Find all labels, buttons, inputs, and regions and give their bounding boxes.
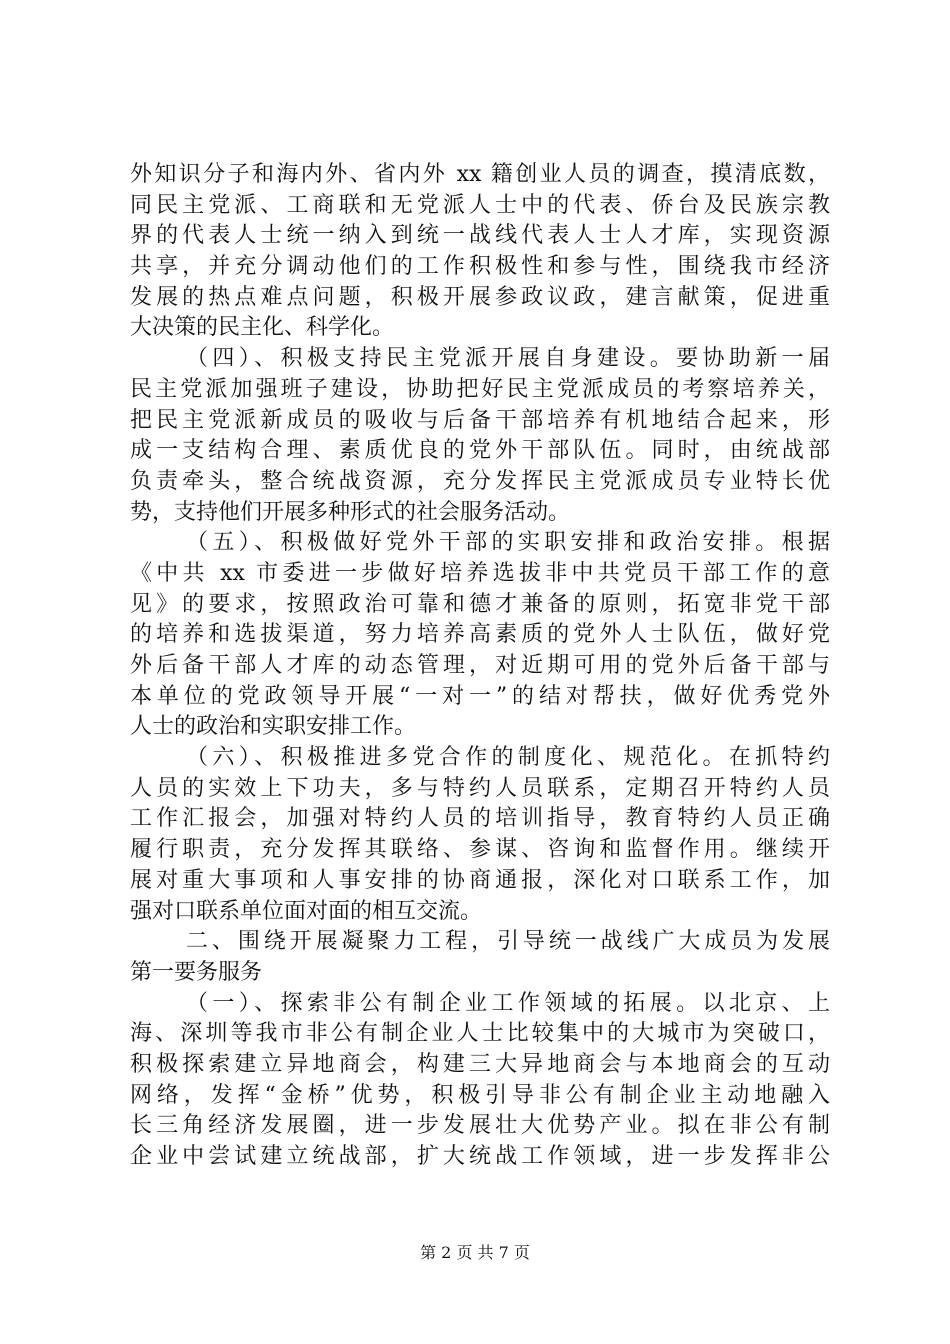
document-line: （四）、积极支持民主党派开展自身建设。要协助新一届 [186,346,830,372]
document-line: 的培养和选拔渠道，努力培养高素质的党外人士队伍，做好党 [130,622,830,648]
document-line: 负责牵头，整合统战资源，充分发挥民主党派成员专业特长优 [130,468,830,494]
document-line: 网络，发挥“金桥”优势，积极引导非公有制企业主动地融入 [130,1082,830,1108]
document-line: 外后备干部人才库的动态管理，对近期可用的党外后备干部与 [130,653,830,678]
page-number-footer: 第 2 页 共 7 页 [420,1243,530,1262]
document-line: 强对口联系单位面对面的相互交流。 [130,898,483,924]
document-line: （六）、积极推进多党合作的制度化、规范化。在抓特约 [186,745,830,771]
document-line: 界的代表人士统一纳入到统一战线代表人士人才库，实现资源 [130,223,830,249]
document-line: 共享，并充分调动他们的工作积极性和参与性，围绕我市经济 [130,254,830,280]
document-line: 把民主党派新成员的吸收与后备干部培养有机地结合起来，形 [130,407,830,433]
document-line: 外知识分子和海内外、省内外 xx 籍创业人员的调查，摸清底数， [130,162,830,187]
document-line: （一）、探索非公有制企业工作领域的拓展。以北京、上 [186,990,830,1016]
document-line: 成一支结构合理、素质优良的党外干部队伍。同时，由统战部 [130,438,830,464]
document-line: 发展的热点难点问题，积极开展参政议政，建言献策，促进重 [130,284,830,310]
document-line: 履行职责，充分发挥其联络、参谋、咨询和监督作用。继续开 [130,837,830,863]
document-body [130,160,830,1173]
document-line: 人士的政治和实职安排工作。 [130,714,417,740]
document-line: 同民主党派、工商联和无党派人士中的代表、侨台及民族宗教 [130,192,830,218]
document-line: 民主党派加强班子建设，协助把好民主党派成员的考察培养关， [130,376,830,402]
document-line: 见》的要求，按照政治可靠和德才兼备的原则，拓宽非党干部 [130,591,830,617]
document-line: 本单位的党政领导开展“一对一”的结对帮扶，做好优秀党外 [130,683,830,709]
document-line: 大决策的民主化、科学化。 [130,315,395,341]
document-line: 海、深圳等我市非公有制企业人士比较集中的大城市为突破口， [130,1021,830,1047]
document-line: 工作汇报会，加强对特约人员的培训指导，教育特约人员正确 [130,806,830,832]
document-line: （五）、积极做好党外干部的实职安排和政治安排。根据 [186,530,830,556]
document-line: 势，支持他们开展多种形式的社会服务活动。 [130,499,571,525]
document-line: 第一要务服务 [130,959,263,985]
document-line: 长三角经济发展圈，进一步发展壮大优势产业。拟在非公有制 [130,1113,830,1139]
document-line: 二、围绕开展凝聚力工程，引导统一战线广大成员为发展 [186,929,830,955]
document-line: 人员的实效上下功夫，多与特约人员联系，定期召开特约人员 [130,775,830,801]
document-line: 《中共 xx 市委进一步做好培养选拔非中共党员干部工作的意 [130,560,830,586]
document-line: 积极探索建立异地商会，构建三大异地商会与本地商会的互动 [130,1051,830,1077]
document-line: 展对重大事项和人事安排的协商通报，深化对口联系工作，加 [130,867,830,893]
document-line: 企业中尝试建立统战部，扩大统战工作领域，进一步发挥非公 [130,1144,830,1169]
